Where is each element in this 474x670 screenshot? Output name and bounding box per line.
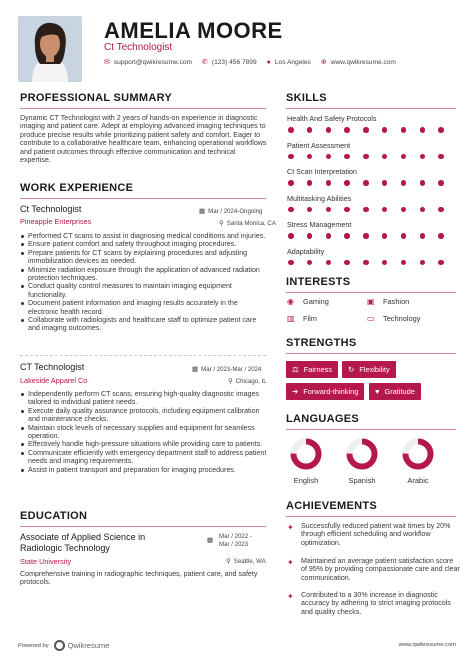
experience-title: WORK EXPERIENCE	[20, 182, 134, 194]
skill-name: Health And Safety Protocols	[287, 114, 377, 123]
rating-dot-filled	[401, 207, 407, 213]
list-item: Minimize radiation exposure through the application of advanced radiation protection techniques.	[20, 266, 267, 283]
rating-dot-filled	[288, 180, 294, 186]
skill-name: Adaptability	[287, 246, 325, 256]
rating-dot-filled	[401, 260, 407, 266]
location-pin-icon: ●	[266, 58, 271, 66]
strength-forward-thinking	[286, 383, 364, 400]
email-icon: ✉	[104, 59, 110, 66]
education-school: State University	[20, 557, 72, 566]
education-rule	[20, 526, 266, 527]
scale-icon: ⚖	[292, 365, 299, 374]
job-2-dates	[192, 365, 261, 373]
rating-dot-filled	[363, 207, 369, 213]
education-text: Comprehensive training in radiographic techniques, patient care, and safety protocols.	[20, 570, 258, 587]
rating-dot-filled	[438, 207, 444, 213]
rating-dot-filled	[363, 260, 369, 266]
experience-rule	[20, 198, 266, 199]
rating-dot-filled	[344, 154, 350, 160]
rating-dot-filled	[382, 207, 388, 213]
job-1-title: Ct Technologist	[20, 204, 82, 214]
strength-gratitude	[369, 383, 421, 400]
footer-powered-by	[18, 640, 109, 651]
rating-dot-filled	[363, 127, 369, 133]
rating-dot-filled	[420, 233, 426, 239]
location-pin-icon: ⚲	[226, 558, 231, 565]
strength-flexibility	[342, 361, 396, 378]
qwikresume-logo-icon	[54, 640, 65, 651]
rating-dot-filled	[344, 233, 350, 239]
strength-label: Flexibility	[359, 365, 390, 374]
skill-rating	[288, 233, 457, 239]
contact-row	[104, 58, 406, 66]
list-item: Prepare patients for CT scans by explaining procedures and adjusting immobilization devices as needed.	[20, 249, 267, 266]
languages-title: LANGUAGES	[286, 413, 359, 425]
job-2-location	[228, 377, 267, 385]
calendar-icon: ▦	[199, 208, 206, 215]
achievement-2: Maintained an average patient satisfaction score of 95% by providing compassionate care and clear communication.	[301, 557, 460, 582]
rating-dot-filled	[307, 207, 313, 213]
rating-dot-filled	[438, 127, 444, 133]
strength-label: Fairness	[303, 365, 333, 374]
degree-line-1: Associate of Applied Science in	[20, 532, 146, 542]
summary-rule	[20, 108, 266, 109]
language-ring	[402, 438, 434, 470]
calendar-icon: ▦	[207, 537, 214, 544]
language-label: English	[293, 476, 319, 485]
rating-dot-filled	[344, 127, 350, 133]
rating-dot-filled	[382, 127, 388, 133]
contact-email[interactable]	[104, 58, 192, 66]
skill-rating	[288, 127, 457, 133]
brand-text: Qwikresume	[67, 641, 110, 650]
trophy-icon: ✦	[287, 523, 294, 532]
list-item: Performed CT scans to assist in diagnosing medical conditions and injuries.	[20, 232, 267, 240]
skill-name: Ct Scan Interpretation	[287, 167, 357, 176]
contact-website[interactable]	[321, 58, 396, 66]
education-degree	[20, 532, 145, 554]
language-label: Spanish	[348, 476, 376, 485]
language-ring	[290, 438, 322, 470]
list-item: Collaborate with radiologists and healthcare staff to optimize patient care and imaging outcomes.	[20, 316, 267, 333]
achievements-rule	[286, 516, 456, 517]
gamepad-icon: ◉	[287, 297, 294, 306]
website-text: www.qwikresume.com	[330, 58, 396, 66]
calendar-icon: ▦	[192, 366, 199, 373]
location-text: Los Angeles	[274, 58, 311, 66]
location-pin-icon: ⚲	[219, 220, 224, 227]
rating-dot-filled	[401, 127, 407, 133]
rating-dot-filled	[344, 260, 350, 266]
rating-dot-filled	[382, 180, 388, 186]
interests-title: INTERESTS	[286, 276, 351, 288]
globe-icon: ⊕	[320, 59, 327, 66]
phone-icon: ✆	[202, 59, 208, 66]
interest-gaming	[287, 297, 329, 306]
job-1-bullets	[20, 232, 267, 333]
job-1-company: Pineapple Enterprises	[20, 217, 92, 226]
interest-label: Gaming	[303, 297, 329, 306]
education-title: EDUCATION	[20, 510, 88, 522]
education-date-start: Mar / 2022 -	[219, 533, 252, 540]
skills-rule	[286, 108, 456, 109]
job-2-company: Lakeside Apparel Co	[20, 376, 88, 385]
rating-dot-filled	[326, 154, 332, 160]
candidate-role: Ct Technologist	[104, 42, 173, 53]
skill-name: Multitasking Abilities	[287, 193, 352, 203]
rating-dot-filled	[420, 127, 426, 133]
job-1-dates-text: Mar / 2024-Ongoing	[208, 208, 263, 215]
rating-dot-filled	[401, 154, 407, 160]
rating-dot-filled	[420, 207, 426, 213]
rating-dot-filled	[344, 207, 350, 213]
strengths-title: STRENGTHS	[286, 337, 357, 349]
strength-label: Forward-thinking	[303, 387, 359, 396]
list-item: Document patient information and imaging results accurately in the electronic health record.	[20, 299, 267, 316]
rating-dot-filled	[307, 233, 313, 239]
job-2-location-text: Chicago, IL	[235, 378, 267, 385]
trophy-icon: ✦	[287, 592, 294, 601]
job-1-location	[219, 219, 276, 227]
phone-text: (123) 456 7899	[211, 58, 257, 66]
email-text: support@qwikresume.com	[113, 58, 193, 66]
interest-label: Fashion	[383, 297, 410, 306]
arrow-icon: ➜	[292, 387, 299, 396]
rating-dot-filled	[438, 233, 444, 239]
list-item: Independently perform CT scans, ensuring high-quality diagnostic images tailored to individual patient needs.	[20, 390, 267, 407]
job-1-location-text: Santa Monica, CA	[226, 220, 276, 227]
rating-dot-filled	[438, 180, 444, 186]
flexibility-icon: ↻	[348, 365, 355, 374]
list-item: Assist in patient transport and preparation for imaging procedures.	[20, 466, 267, 474]
summary-title: PROFESSIONAL SUMMARY	[20, 92, 173, 104]
rating-dot-filled	[363, 154, 369, 160]
candidate-name: AMELIA MOORE	[104, 18, 283, 43]
laptop-icon: ▭	[367, 314, 375, 323]
education-location	[226, 557, 266, 565]
rating-dot-filled	[326, 127, 332, 133]
fashion-icon: ▣	[367, 297, 375, 306]
rating-dot-filled	[307, 260, 313, 266]
languages-rule	[286, 429, 456, 430]
interest-label: Film	[303, 314, 317, 323]
interest-technology	[367, 314, 420, 323]
job-2-bullets	[20, 390, 267, 474]
rating-dot-filled	[288, 233, 294, 239]
rating-dot-filled	[382, 154, 388, 160]
interests-rule	[286, 292, 456, 293]
interest-label: Technology	[383, 314, 421, 323]
interest-fashion	[367, 297, 409, 306]
profile-photo	[18, 16, 82, 82]
rating-dot-filled	[401, 180, 407, 186]
footer-url[interactable]: www.qwikresume.com	[398, 642, 456, 648]
education-date-end: Mar / 2023	[219, 541, 249, 548]
rating-dot-filled	[344, 180, 350, 186]
skill-rating	[288, 207, 457, 213]
list-item: Ensure patient comfort and safety throughout imaging procedures.	[20, 240, 267, 248]
rating-dot-filled	[307, 127, 313, 133]
contact-phone[interactable]	[202, 58, 257, 66]
list-item: Effectively handle high-pressure situations while providing care to patients.	[20, 440, 267, 448]
strengths-rule	[286, 353, 456, 354]
language-label: Arabic	[407, 476, 429, 485]
language-ring	[346, 438, 378, 470]
rating-dot-filled	[420, 154, 426, 160]
job-2-dates-text: Mar / 2023-Mar / 2024	[201, 366, 262, 373]
contact-location	[267, 59, 311, 66]
skills-title: SKILLS	[286, 92, 327, 104]
heart-icon: ♥	[375, 387, 380, 396]
list-item: Conduct quality control measures to maintain imaging equipment functionality.	[20, 282, 267, 299]
rating-dot-filled	[288, 127, 294, 133]
rating-dot-filled	[326, 207, 332, 213]
powered-by-text: Powered by	[18, 642, 49, 649]
trophy-icon: ✦	[287, 558, 294, 567]
location-pin-icon: ⚲	[228, 378, 233, 385]
achievement-3: Contributed to a 30% increase in diagnostic accuracy by adhering to strict imaging protocols and quality checks.	[301, 591, 451, 616]
rating-dot-filled	[307, 154, 313, 160]
rating-dot-filled	[288, 207, 294, 213]
rating-dot-filled	[288, 154, 294, 160]
job-2-title: CT Technologist	[20, 362, 85, 372]
rating-dot-filled	[326, 180, 332, 186]
skill-rating	[288, 154, 457, 160]
job-1-dates	[199, 207, 262, 215]
rating-dot-filled	[288, 260, 294, 266]
list-item: Communicate efficiently with emergency department staff to address patient needs and imaging requirements.	[20, 449, 267, 466]
rating-dot-filled	[363, 180, 369, 186]
strength-label: Gratitude	[384, 387, 415, 396]
education-dates	[207, 533, 252, 549]
interest-film	[287, 314, 317, 323]
rating-dot-filled	[438, 154, 444, 160]
rating-dot-filled	[307, 180, 313, 186]
rating-dot-filled	[382, 260, 388, 266]
rating-dot-filled	[326, 260, 332, 266]
rating-dot-filled	[420, 180, 426, 186]
skill-rating	[288, 180, 457, 186]
achievements-title: ACHIEVEMENTS	[286, 500, 377, 512]
rating-dot-filled	[420, 260, 426, 266]
rating-dot-filled	[382, 233, 388, 239]
skill-name: Patient Assessment	[287, 140, 351, 150]
rating-dot-filled	[326, 233, 332, 239]
job-divider	[20, 355, 266, 356]
achievement-1: Successfully reduced patient wait times by 20% through efficient scheduling and workflow optimization.	[301, 522, 451, 547]
education-location-text: Seattle, WA	[233, 558, 266, 565]
rating-dot-filled	[363, 233, 369, 239]
film-icon: ▥	[287, 314, 295, 323]
degree-line-2: Radiologic Technology	[20, 543, 110, 553]
skill-name: Stress Management	[287, 220, 352, 229]
list-item: Maintain stock levels of necessary supplies and equipment for seamless operation.	[20, 424, 267, 441]
rating-dot-filled	[401, 233, 407, 239]
strength-fairness	[286, 361, 338, 378]
skill-rating	[288, 260, 457, 266]
list-item: Execute daily quality assurance protocols, including equipment calibration and maintenance checks.	[20, 407, 267, 424]
rating-dot-filled	[438, 260, 444, 266]
summary-text: Dynamic CT Technologist with 2 years of hands-on experience in diagnostic imaging and patient care. Adept at employing advanced imaging techniques to produce precise results while prioritizing patient safety and comfort. Eager to contribute to a collaborative healthcare team, enhancing operational workflows and patient outcomes through effective communication and technical expertise.	[20, 114, 267, 165]
